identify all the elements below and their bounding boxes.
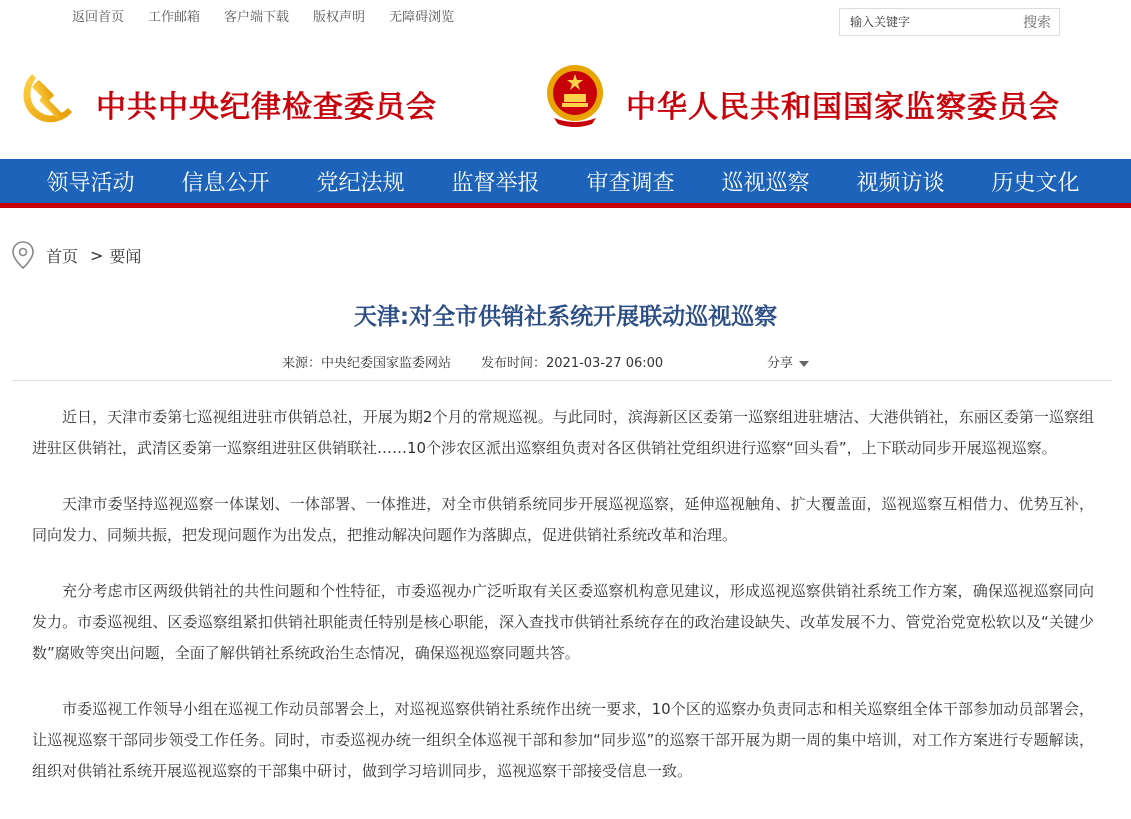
breadcrumb	[10, 240, 141, 270]
chevron-down-icon	[799, 361, 809, 367]
article-meta	[282, 352, 663, 371]
article-title: 天津:对全市供销社系统开展联动巡视巡察	[353, 304, 778, 330]
national-emblem-icon	[540, 60, 610, 130]
paragraph: 市委巡视工作领导小组在巡视工作动员部署会上，对巡视巡察供销社系统作出统一要求，10个区的巡察办负责同志和相关巡察组全体干部参加动员部署会，让巡视巡察干部同步领受工作任务。同时，市委巡视办统一组织全体巡视干部和参加“同步巡”的巡察干部开展为期一周的集中培训，对工作方案进行专题解读，组织对供销社系统开展巡视巡察的干部集中研讨，做到学习培训同步，巡视巡察干部接受信息一致。	[32, 700, 1094, 780]
location-pin-icon	[10, 240, 36, 270]
nav-info-disclosure[interactable]: 信息公开	[181, 170, 270, 196]
nav-leadership[interactable]: 领导活动	[46, 170, 135, 196]
paragraph: 充分考虑市区两级供销社的共性问题和个性特征，市委巡视办广泛听取有关区委巡察机构意见建议，形成巡视巡察供销社系统工作方案，确保巡视巡察同向发力。市委巡视组、区委巡察组紧扣供销社职能责任特别是核心职能，深入查找市供销社系统存在的政治建设缺失、改革发展不力、管党治党宽松软以及“关键少数”腐败等突出问题，全面了解供销社系统政治生态情况，确保巡视巡察同题共答。	[32, 582, 1094, 662]
breadcrumb-current[interactable]: 要闻	[109, 246, 142, 266]
breadcrumb-home[interactable]: 首页	[46, 246, 79, 266]
paragraph: 近日，天津市委第七巡视组进驻市供销总社，开展为期2个月的常规巡视。与此同时，滨海新区区委第一巡察组进驻塘沽、大港供销社，东丽区委第一巡察组进驻区供销社，武清区委第一巡察组进驻区供销联社……10个涉农区派出巡察组负责对各区供销社党组织进行巡察“回头看”，上下联动同步开展巡视巡察。	[32, 408, 1094, 457]
nsc-title: 中华人民共和国国家监察委员会	[626, 90, 1060, 125]
breadcrumb-separator: >	[90, 245, 104, 265]
top-link-download[interactable]: 客户端下载	[224, 10, 290, 25]
nav-investigation[interactable]: 审查调查	[586, 170, 675, 196]
article-source: 来源：中央纪委国家监委网站	[282, 356, 452, 371]
nav-divider	[0, 203, 1131, 208]
nav-history[interactable]: 历史文化	[991, 170, 1080, 196]
main-nav	[0, 159, 1131, 203]
top-link-mail[interactable]: 工作邮箱	[148, 10, 201, 25]
top-link-copyright[interactable]: 版权声明	[313, 10, 366, 25]
search-input[interactable]	[840, 14, 1012, 30]
party-emblem-icon	[14, 60, 84, 130]
search-box	[839, 8, 1060, 36]
nav-video[interactable]: 视频访谈	[856, 170, 945, 196]
top-links	[72, 8, 478, 28]
top-link-accessibility[interactable]: 无障碍浏览	[389, 10, 455, 25]
nav-report[interactable]: 监督举报	[451, 170, 540, 196]
paragraph: 天津市委坚持巡视巡察一体谋划、一体部署、一体推进，对全市供销系统同步开展巡视巡察，延伸巡视触角、扩大覆盖面，巡视巡察互相借力、优势互补，同向发力、同频共振，把发现问题作为出发点，把推动解决问题作为落脚点，促进供销社系统改革和治理。	[32, 495, 1094, 544]
article-body	[32, 402, 1094, 812]
share-label: 分享	[767, 356, 794, 371]
ccdi-title: 中共中央纪律检查委员会	[96, 90, 437, 125]
divider	[12, 380, 1112, 381]
share-button[interactable]	[767, 352, 809, 371]
article-date: 发布时间：2021-03-27 06:00	[481, 356, 664, 371]
top-link-home[interactable]: 返回首页	[72, 10, 125, 25]
nav-regulations[interactable]: 党纪法规	[316, 170, 405, 196]
search-button[interactable]: 搜索	[1017, 11, 1059, 33]
nav-inspection[interactable]: 巡视巡察	[721, 170, 810, 196]
